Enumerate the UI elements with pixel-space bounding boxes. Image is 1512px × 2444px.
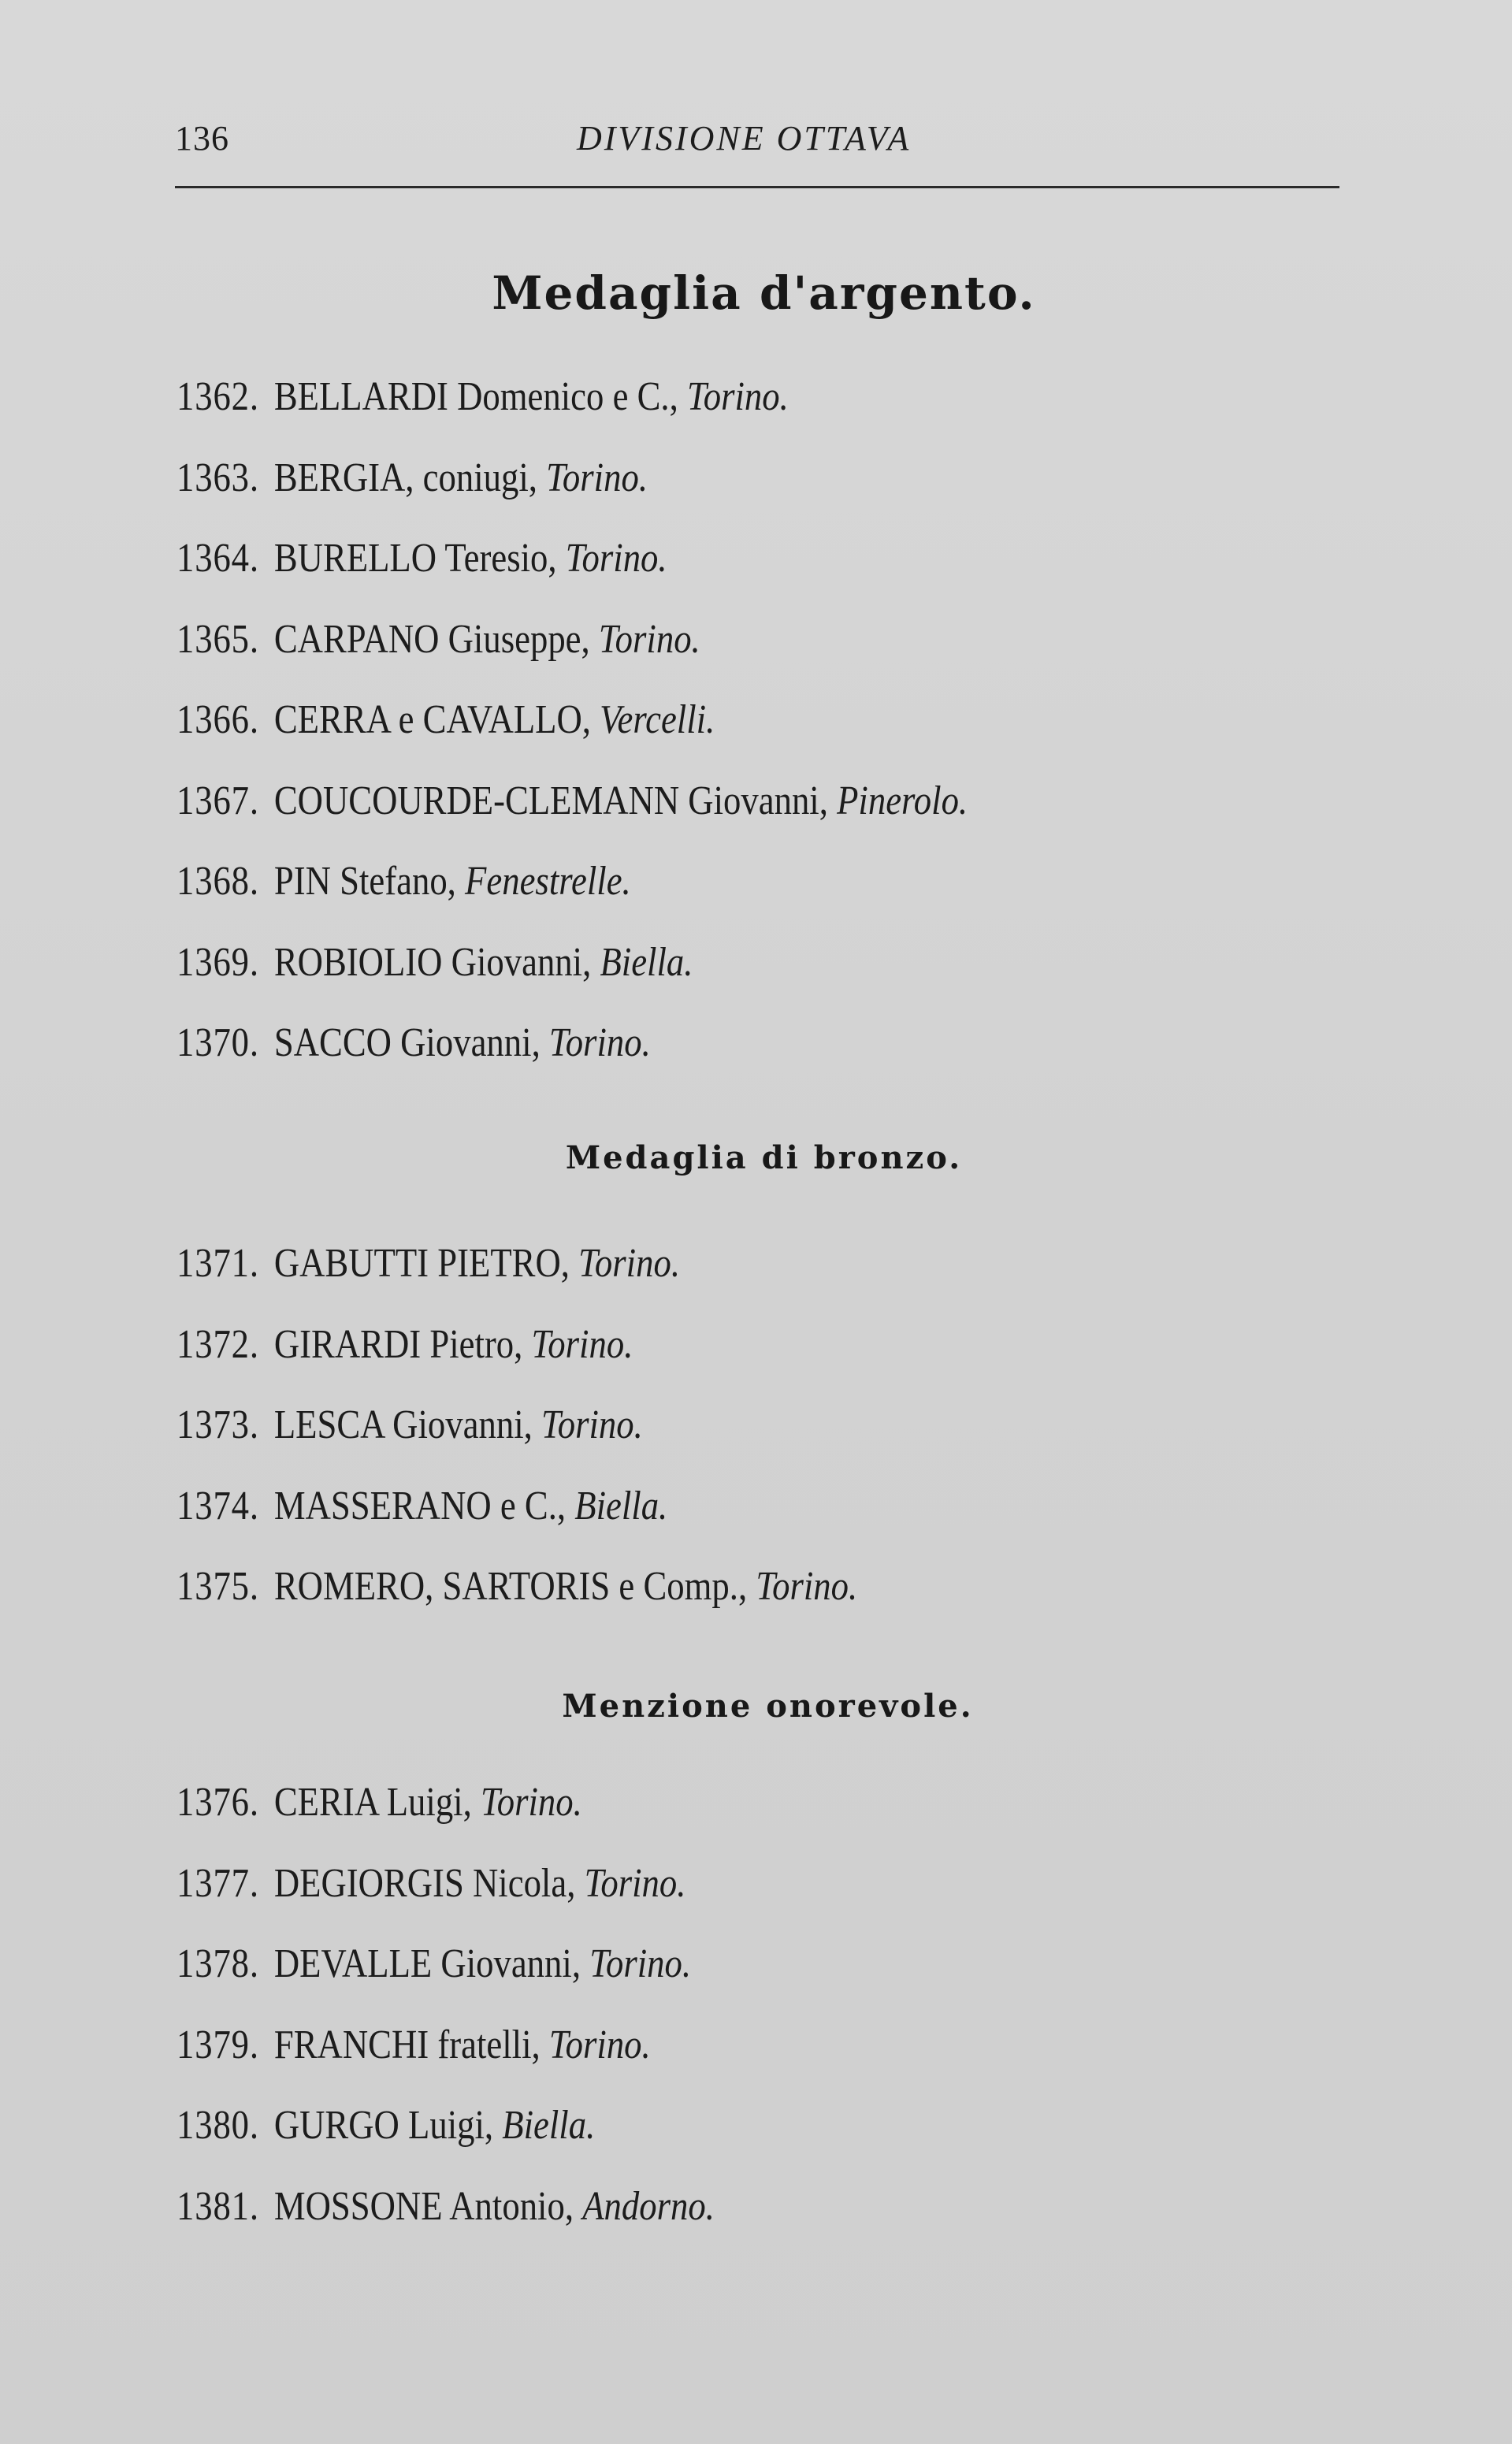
entry-number: 1365. [176, 616, 259, 662]
entry-list-argento [176, 373, 1097, 1101]
list-item [176, 455, 968, 536]
entry-number: 1379. [176, 2022, 259, 2067]
entry-number: 1370. [176, 1020, 259, 1065]
list-item [176, 1860, 715, 1941]
entry-name: ROBIOLIO Giovanni, [273, 939, 592, 985]
entry-name: GABUTTI PIETRO, [273, 1241, 570, 1286]
list-item [176, 939, 968, 1020]
entry-number: 1380. [176, 2103, 259, 2148]
entry-name: DEGIORGIS Nicola, [273, 1860, 576, 1906]
entry-name: CARPANO Giuseppe, [273, 616, 590, 662]
entry-number: 1366. [176, 697, 259, 742]
entry-name: COUCOURDE-CLEMANN Giovanni, [273, 778, 828, 823]
entry-number: 1362. [176, 374, 259, 419]
entry-number: 1371. [176, 1241, 259, 1286]
entry-name: CERRA e CAVALLO, [273, 697, 591, 742]
list-item [176, 1483, 857, 1564]
list-item [176, 616, 968, 697]
entry-name: MASSERANO e C., [273, 1483, 567, 1528]
list-item [176, 1779, 715, 1860]
entry-place: Torino. [756, 1564, 858, 1609]
entry-place: Pinerolo. [837, 778, 968, 823]
entry-place: Biella. [574, 1483, 668, 1528]
list-item [176, 1020, 968, 1101]
section-title-bronzo: Medaglia di bronzo. [565, 1139, 963, 1176]
entry-name: PIN Stefano, [273, 859, 456, 904]
entry-place: Torino. [531, 1321, 633, 1367]
entry-number: 1372. [176, 1321, 259, 1367]
entry-place: Torino. [565, 536, 667, 581]
list-item [176, 535, 968, 616]
entry-place: Torino. [598, 616, 700, 662]
entry-number: 1367. [176, 778, 259, 823]
entry-place: Torino. [589, 1941, 692, 1986]
entry-number: 1373. [176, 1402, 259, 1447]
entry-place: Biella. [502, 2103, 596, 2148]
entry-number: 1368. [176, 859, 259, 904]
section-title-argento: Medaglia d'argento. [492, 266, 1036, 320]
entry-place: Torino. [584, 1860, 686, 1906]
list-item [176, 1941, 715, 2022]
list-item [176, 858, 968, 939]
list-item [176, 2183, 715, 2264]
entry-place: Torino. [546, 455, 648, 500]
entry-number: 1375. [176, 1564, 259, 1609]
entry-place: Biella. [600, 939, 693, 985]
entry-number: 1363. [176, 455, 259, 500]
page-header [175, 118, 1339, 165]
entry-place: Torino. [548, 2022, 651, 2067]
entry-list-bronzo [176, 1240, 968, 1644]
entry-number: 1378. [176, 1941, 259, 1986]
entry-name: MOSSONE Antonio, [273, 2183, 574, 2229]
entry-number: 1377. [176, 1860, 259, 1906]
entry-place: Torino. [578, 1241, 681, 1286]
entry-number: 1369. [176, 939, 259, 985]
entry-name: LESCA Giovanni, [273, 1402, 533, 1447]
entry-number: 1376. [176, 1780, 259, 1825]
entry-number: 1364. [176, 536, 259, 581]
list-item [176, 1402, 857, 1483]
page-number: 136 [175, 119, 229, 158]
entry-number: 1374. [176, 1483, 259, 1528]
header-rule [175, 186, 1339, 188]
entry-name: GIRARDI Pietro, [273, 1321, 523, 1367]
entry-name: GURGO Luigi, [273, 2103, 494, 2148]
entry-list-menzione [176, 1779, 802, 2264]
list-item [176, 373, 968, 455]
section-title-menzione: Menzione onorevole. [562, 1688, 974, 1725]
entry-place: Andorno. [582, 2183, 715, 2229]
entry-place: Vercelli. [600, 697, 715, 742]
entry-place: Torino. [686, 374, 789, 419]
entry-name: BELLARDI Domenico e C., [273, 374, 678, 419]
entry-place: Torino. [480, 1780, 582, 1825]
list-item [176, 1321, 857, 1402]
list-item [176, 2102, 715, 2183]
entry-name: BERGIA, coniugi, [273, 455, 537, 500]
list-item [176, 778, 968, 859]
entry-number: 1381. [176, 2183, 259, 2229]
running-head: DIVISIONE OTTAVA [577, 119, 912, 158]
entry-name: SACCO Giovanni, [273, 1020, 541, 1065]
list-item [176, 2022, 715, 2103]
entry-place: Torino. [548, 1020, 651, 1065]
list-item [176, 696, 968, 778]
entry-name: ROMERO, SARTORIS e Comp., [273, 1564, 748, 1609]
entry-name: DEVALLE Giovanni, [273, 1941, 581, 1986]
list-item [176, 1563, 857, 1644]
entry-name: CERIA Luigi, [273, 1780, 472, 1825]
entry-place: Fenestrelle. [465, 859, 631, 904]
entry-name: FRANCHI fratelli, [273, 2022, 541, 2067]
entry-name: BURELLO Teresio, [273, 536, 557, 581]
entry-place: Torino. [541, 1402, 643, 1447]
list-item [176, 1240, 857, 1321]
